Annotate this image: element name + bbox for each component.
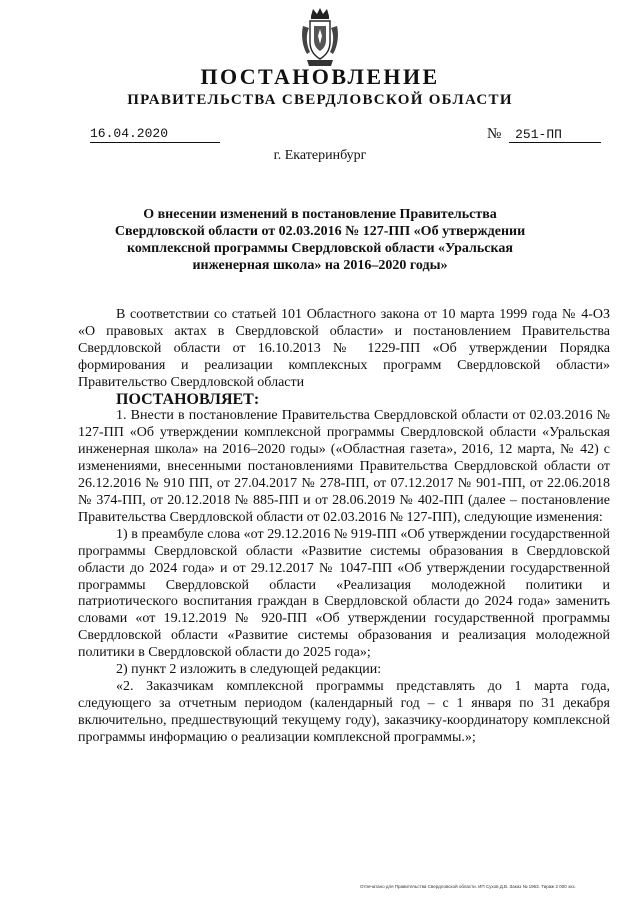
document-title: ПОСТАНОВЛЕНИЕ <box>200 64 440 89</box>
number-sign: № <box>487 126 502 142</box>
preamble-paragraph: В соответствии со статьей 101 Областного закона от 10 марта 1999 года № 4-ОЗ «О правовых актах в Свердловской области» и постановлением Правительства Свердловской области от 16.10.2013 № 1229-ПП «Об утверждении Порядка формирования и реализации комплексных программ Свердловской области» Правительство Свердловской области <box>78 307 610 390</box>
document-body <box>78 307 610 747</box>
resolve-heading: ПОСТАНОВЛЯЕТ: <box>116 390 260 408</box>
paragraph-2: 1) в преамбуле слова «от 29.12.2016 № 919-ПП «Об утверждении государственной программы Свердловской области «Развитие системы образования в Свердловской области до 2024 года» и от 29.12.2017 № 1047-ПП «Об утверждении государственной программы Свердловской области «Реализация молодежной политики и патриотического воспитания граждан в Свердловской области до 2024 года» заменить словами «от 19.12.2019 № 920-ПП «Об утверждении государственной программы Свердловской области «Развитие системы образования и реализация молодежной политики в Свердловской области до 2025 года»; <box>78 526 610 661</box>
coat-of-arms-icon <box>299 6 341 70</box>
document-city: г. Екатеринбург <box>273 148 367 163</box>
paragraph-4: «2. Заказчикам комплексной программы представлять до 1 марта года, следующего за отчетным периодом (календарный год – с 1 января по 31 декабря включительно, предшествующий текущему году), заказчику-координатору комплексной программы информацию о реализации комплексной программы.»; <box>78 678 610 745</box>
document-subject: О внесении изменений в постановление Правительства Свердловской области от 02.03.2016 № 127-ПП «Об утверждении комплексной программы Свердловской области «Уральская инженерная школа» на 2016–2020 годы» <box>114 207 526 273</box>
document-number: 251-ПП <box>509 127 601 143</box>
document-subtitle: ПРАВИТЕЛЬСТВА СВЕРДЛОВСКОЙ ОБЛАСТИ <box>127 92 513 108</box>
print-footer: Отпечатано для Правительства Свердловской области. ИП Сухов Д.В. Заказ № 1963. Тираж 2 000 экз. <box>360 884 576 889</box>
paragraph-3: 2) пункт 2 изложить в следующей редакции: <box>116 662 382 678</box>
paragraph-1: 1. Внести в постановление Правительства Свердловской области от 02.03.2016 № 127-ПП «Об утверждении комплексной программы Свердловской области «Уральская инженерная школа» на 2016–2020 годы» («Областная газета», 2016, 12 марта, № 42) с изменениями, внесенными постановлениями Правительства Свердловской области от 26.12.2016 № 910 ПП, от 27.04.2017 № 278-ПП, от 07.12.2017 № 901-ПП, от 22.06.2018 № 374-ПП, от 20.12.2018 № 885-ПП и от 28.06.2019 № 402-ПП (далее – постановление Правительства Свердловской области от 02.03.2016 № 127-ПП), следующие изменения: <box>78 408 610 525</box>
document-date: 16.04.2020 <box>90 126 220 143</box>
document-number-block <box>487 126 609 143</box>
